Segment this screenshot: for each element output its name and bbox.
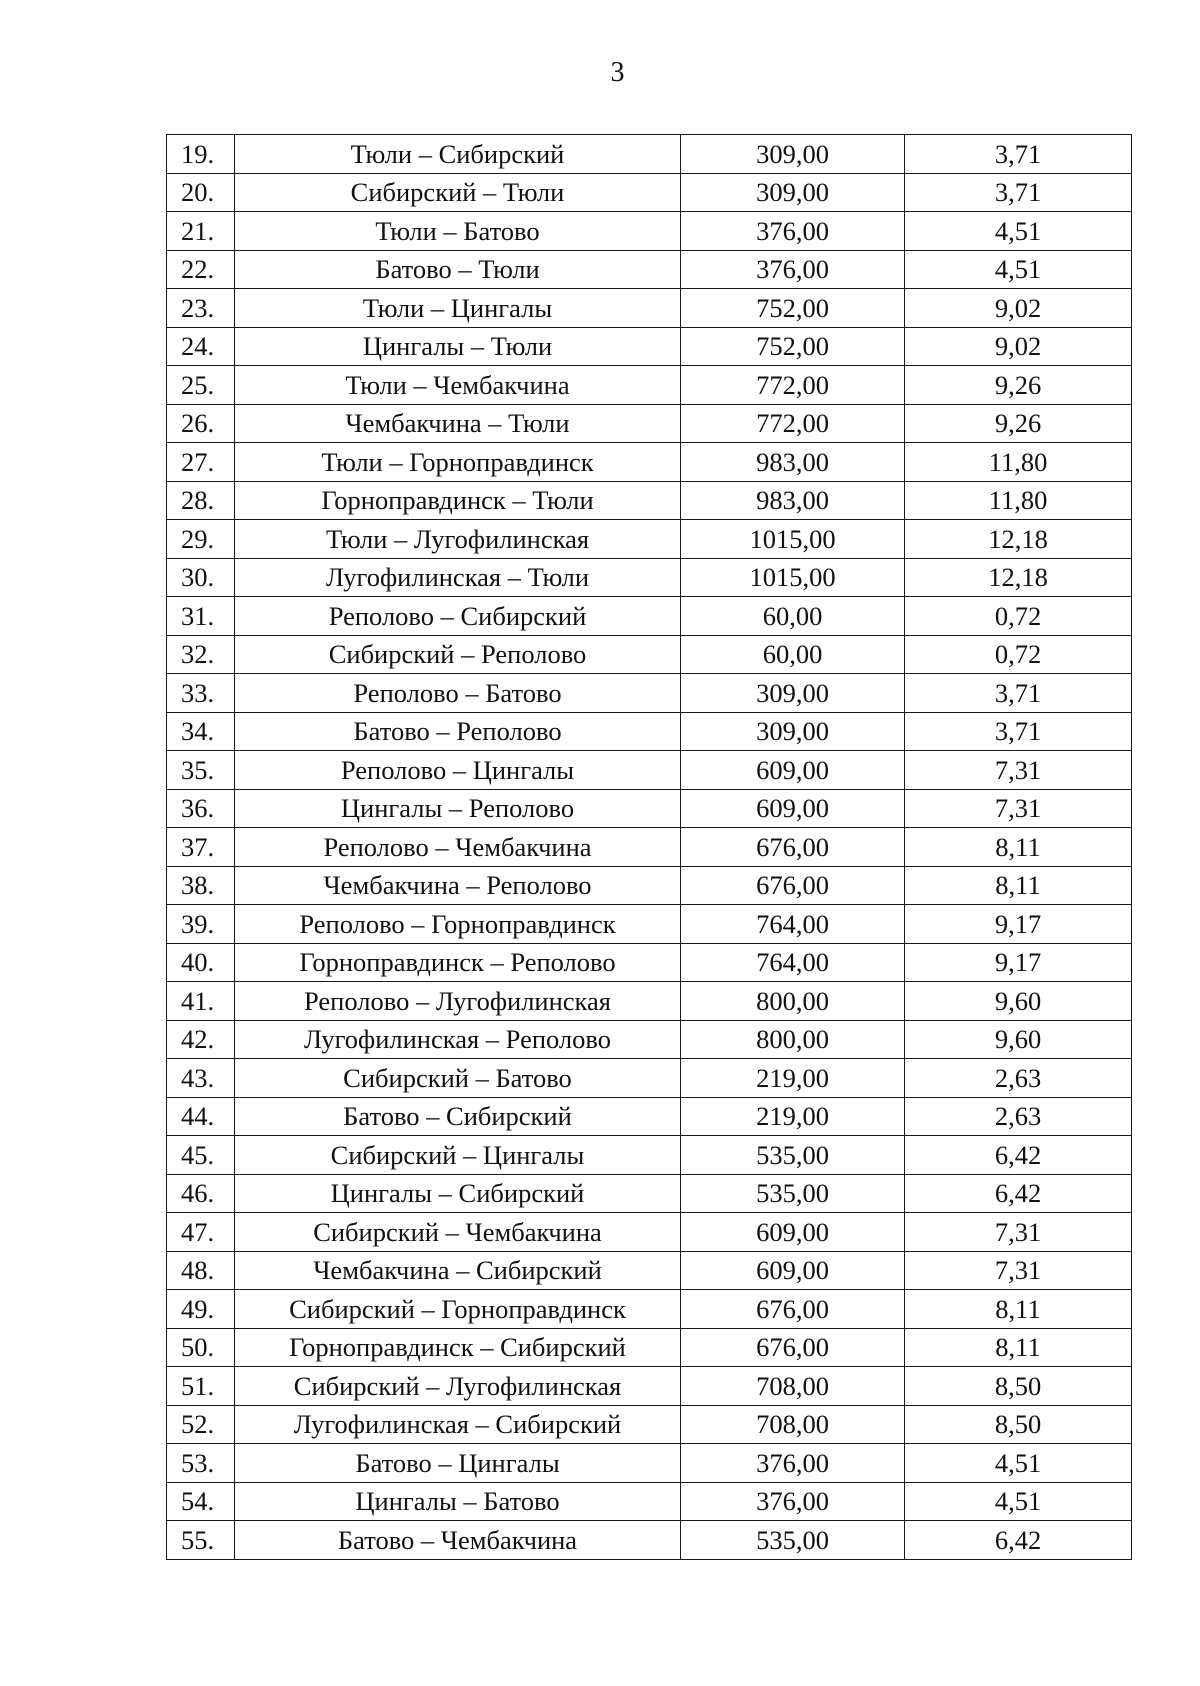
row-number-cell: 36. [167, 789, 235, 828]
price-cell: 764,00 [681, 943, 905, 982]
price-cell: 609,00 [681, 1213, 905, 1252]
rate-cell: 3,71 [905, 135, 1132, 174]
route-cell: Тюли – Чембакчина [235, 366, 681, 405]
table-row [167, 520, 1132, 559]
row-number-cell: 19. [167, 135, 235, 174]
table-row [167, 250, 1132, 289]
route-cell: Лугофилинская – Тюли [235, 558, 681, 597]
route-cell: Сибирский – Цингалы [235, 1136, 681, 1175]
price-cell: 60,00 [681, 635, 905, 674]
price-cell: 752,00 [681, 327, 905, 366]
table-row [167, 635, 1132, 674]
route-cell: Цингалы – Батово [235, 1482, 681, 1521]
rate-cell: 8,11 [905, 1290, 1132, 1329]
row-number-cell: 51. [167, 1367, 235, 1406]
rate-cell: 7,31 [905, 751, 1132, 790]
table-row [167, 751, 1132, 790]
row-number-cell: 25. [167, 366, 235, 405]
table-row [167, 1405, 1132, 1444]
rate-cell: 6,42 [905, 1521, 1132, 1560]
rate-cell: 8,11 [905, 828, 1132, 867]
route-cell: Лугофилинская – Сибирский [235, 1405, 681, 1444]
price-cell: 376,00 [681, 1482, 905, 1521]
rate-cell: 8,11 [905, 866, 1132, 905]
row-number-cell: 52. [167, 1405, 235, 1444]
row-number-cell: 30. [167, 558, 235, 597]
route-cell: Тюли – Горноправдинск [235, 443, 681, 482]
route-cell: Реполово – Батово [235, 674, 681, 713]
table-row [167, 135, 1132, 174]
rate-cell: 6,42 [905, 1174, 1132, 1213]
table-row [167, 597, 1132, 636]
price-cell: 376,00 [681, 212, 905, 251]
rate-cell: 3,71 [905, 712, 1132, 751]
row-number-cell: 32. [167, 635, 235, 674]
route-cell: Реполово – Горноправдинск [235, 905, 681, 944]
row-number-cell: 28. [167, 481, 235, 520]
route-cell: Цингалы – Реполово [235, 789, 681, 828]
rate-cell: 8,11 [905, 1328, 1132, 1367]
row-number-cell: 39. [167, 905, 235, 944]
table-row [167, 1328, 1132, 1367]
table-row [167, 1251, 1132, 1290]
row-number-cell: 53. [167, 1444, 235, 1483]
rate-cell: 7,31 [905, 789, 1132, 828]
rate-cell: 6,42 [905, 1136, 1132, 1175]
table-row [167, 289, 1132, 328]
price-cell: 609,00 [681, 751, 905, 790]
table-row [167, 1097, 1132, 1136]
row-number-cell: 42. [167, 1020, 235, 1059]
price-cell: 983,00 [681, 481, 905, 520]
route-cell: Реполово – Чембакчина [235, 828, 681, 867]
table-row [167, 866, 1132, 905]
table-row [167, 212, 1132, 251]
route-cell: Лугофилинская – Реполово [235, 1020, 681, 1059]
rate-cell: 4,51 [905, 1444, 1132, 1483]
route-cell: Реполово – Лугофилинская [235, 982, 681, 1021]
route-cell: Сибирский – Чембакчина [235, 1213, 681, 1252]
price-cell: 1015,00 [681, 558, 905, 597]
route-cell: Чембакчина – Сибирский [235, 1251, 681, 1290]
price-cell: 676,00 [681, 1290, 905, 1329]
price-cell: 676,00 [681, 828, 905, 867]
price-cell: 376,00 [681, 250, 905, 289]
price-cell: 535,00 [681, 1136, 905, 1175]
row-number-cell: 54. [167, 1482, 235, 1521]
rate-cell: 8,50 [905, 1405, 1132, 1444]
row-number-cell: 41. [167, 982, 235, 1021]
route-cell: Сибирский – Тюли [235, 173, 681, 212]
route-cell: Батово – Сибирский [235, 1097, 681, 1136]
rate-cell: 4,51 [905, 1482, 1132, 1521]
row-number-cell: 31. [167, 597, 235, 636]
rate-cell: 7,31 [905, 1213, 1132, 1252]
table-row [167, 1213, 1132, 1252]
row-number-cell: 48. [167, 1251, 235, 1290]
row-number-cell: 38. [167, 866, 235, 905]
rate-cell: 9,17 [905, 905, 1132, 944]
row-number-cell: 26. [167, 404, 235, 443]
rate-cell: 8,50 [905, 1367, 1132, 1406]
rate-cell: 3,71 [905, 173, 1132, 212]
price-cell: 772,00 [681, 366, 905, 405]
row-number-cell: 24. [167, 327, 235, 366]
row-number-cell: 45. [167, 1136, 235, 1175]
row-number-cell: 20. [167, 173, 235, 212]
row-number-cell: 29. [167, 520, 235, 559]
row-number-cell: 40. [167, 943, 235, 982]
price-cell: 752,00 [681, 289, 905, 328]
table-row [167, 1444, 1132, 1483]
table-row [167, 1020, 1132, 1059]
price-cell: 676,00 [681, 1328, 905, 1367]
rate-cell: 0,72 [905, 597, 1132, 636]
rate-cell: 4,51 [905, 250, 1132, 289]
price-cell: 772,00 [681, 404, 905, 443]
route-cell: Батово – Тюли [235, 250, 681, 289]
rate-cell: 3,71 [905, 674, 1132, 713]
table-row [167, 1174, 1132, 1213]
rate-cell: 9,60 [905, 982, 1132, 1021]
rate-cell: 12,18 [905, 558, 1132, 597]
route-cell: Сибирский – Батово [235, 1059, 681, 1098]
table-row [167, 558, 1132, 597]
route-cell: Тюли – Лугофилинская [235, 520, 681, 559]
price-cell: 219,00 [681, 1097, 905, 1136]
row-number-cell: 47. [167, 1213, 235, 1252]
price-cell: 609,00 [681, 789, 905, 828]
table-row [167, 905, 1132, 944]
row-number-cell: 27. [167, 443, 235, 482]
route-cell: Сибирский – Горноправдинск [235, 1290, 681, 1329]
table-row [167, 712, 1132, 751]
rate-cell: 9,60 [905, 1020, 1132, 1059]
price-cell: 983,00 [681, 443, 905, 482]
route-cell: Реполово – Цингалы [235, 751, 681, 790]
table-row [167, 1367, 1132, 1406]
table-row [167, 443, 1132, 482]
price-cell: 309,00 [681, 135, 905, 174]
rate-cell: 11,80 [905, 481, 1132, 520]
row-number-cell: 55. [167, 1521, 235, 1560]
route-cell: Горноправдинск – Сибирский [235, 1328, 681, 1367]
table-row [167, 173, 1132, 212]
price-cell: 764,00 [681, 905, 905, 944]
route-cell: Реполово – Сибирский [235, 597, 681, 636]
row-number-cell: 44. [167, 1097, 235, 1136]
route-cell: Сибирский – Реполово [235, 635, 681, 674]
table-row [167, 481, 1132, 520]
table-row [167, 789, 1132, 828]
route-cell: Горноправдинск – Тюли [235, 481, 681, 520]
table-row [167, 1136, 1132, 1175]
route-cell: Тюли – Батово [235, 212, 681, 251]
price-cell: 1015,00 [681, 520, 905, 559]
route-cell: Цингалы – Тюли [235, 327, 681, 366]
row-number-cell: 50. [167, 1328, 235, 1367]
route-cell: Горноправдинск – Реполово [235, 943, 681, 982]
row-number-cell: 33. [167, 674, 235, 713]
row-number-cell: 43. [167, 1059, 235, 1098]
rate-cell: 9,26 [905, 366, 1132, 405]
route-cell: Чембакчина – Реполово [235, 866, 681, 905]
table-row [167, 828, 1132, 867]
rate-cell: 9,17 [905, 943, 1132, 982]
rate-cell: 2,63 [905, 1059, 1132, 1098]
fare-table-body [167, 135, 1132, 1560]
table-row [167, 404, 1132, 443]
route-cell: Сибирский – Лугофилинская [235, 1367, 681, 1406]
row-number-cell: 34. [167, 712, 235, 751]
price-cell: 309,00 [681, 173, 905, 212]
table-row [167, 674, 1132, 713]
table-row [167, 327, 1132, 366]
table-row [167, 366, 1132, 405]
price-cell: 800,00 [681, 1020, 905, 1059]
price-cell: 309,00 [681, 674, 905, 713]
rate-cell: 0,72 [905, 635, 1132, 674]
price-cell: 535,00 [681, 1521, 905, 1560]
rate-cell: 9,26 [905, 404, 1132, 443]
route-cell: Батово – Реполово [235, 712, 681, 751]
row-number-cell: 21. [167, 212, 235, 251]
row-number-cell: 35. [167, 751, 235, 790]
table-row [167, 982, 1132, 1021]
rate-cell: 2,63 [905, 1097, 1132, 1136]
price-cell: 708,00 [681, 1405, 905, 1444]
price-cell: 309,00 [681, 712, 905, 751]
table-row [167, 1290, 1132, 1329]
price-cell: 708,00 [681, 1367, 905, 1406]
fare-table [166, 134, 1132, 1560]
rate-cell: 11,80 [905, 443, 1132, 482]
row-number-cell: 49. [167, 1290, 235, 1329]
table-row [167, 943, 1132, 982]
route-cell: Батово – Цингалы [235, 1444, 681, 1483]
route-cell: Тюли – Цингалы [235, 289, 681, 328]
table-row [167, 1059, 1132, 1098]
price-cell: 376,00 [681, 1444, 905, 1483]
rate-cell: 9,02 [905, 327, 1132, 366]
rate-cell: 9,02 [905, 289, 1132, 328]
rate-cell: 4,51 [905, 212, 1132, 251]
page-number: 3 [610, 57, 625, 88]
row-number-cell: 37. [167, 828, 235, 867]
route-cell: Чембакчина – Тюли [235, 404, 681, 443]
route-cell: Цингалы – Сибирский [235, 1174, 681, 1213]
price-cell: 60,00 [681, 597, 905, 636]
price-cell: 609,00 [681, 1251, 905, 1290]
row-number-cell: 23. [167, 289, 235, 328]
rate-cell: 7,31 [905, 1251, 1132, 1290]
price-cell: 219,00 [681, 1059, 905, 1098]
price-cell: 800,00 [681, 982, 905, 1021]
rate-cell: 12,18 [905, 520, 1132, 559]
table-row [167, 1482, 1132, 1521]
price-cell: 676,00 [681, 866, 905, 905]
row-number-cell: 22. [167, 250, 235, 289]
price-cell: 535,00 [681, 1174, 905, 1213]
row-number-cell: 46. [167, 1174, 235, 1213]
route-cell: Батово – Чембакчина [235, 1521, 681, 1560]
table-row [167, 1521, 1132, 1560]
route-cell: Тюли – Сибирский [235, 135, 681, 174]
